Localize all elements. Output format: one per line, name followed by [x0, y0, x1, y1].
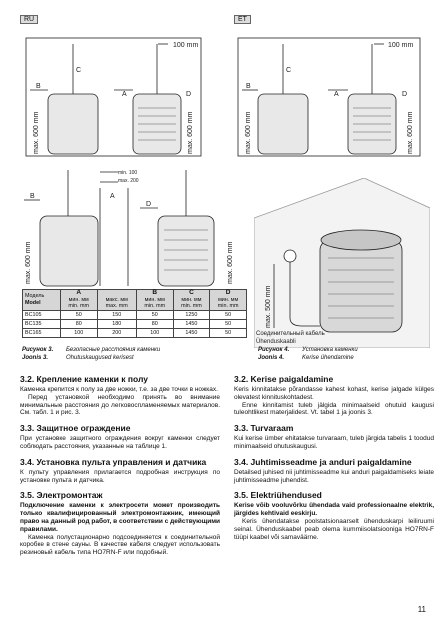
table-header-cell: A мин. мм min. mm — [60, 290, 97, 311]
table-cell: BC165 — [23, 328, 61, 337]
clearance-top-right-label: 100 mm — [388, 42, 414, 49]
table-cell: 50 — [210, 328, 247, 337]
table-row — [23, 319, 247, 328]
figure4-caption — [258, 346, 358, 362]
section-3-3-title: 3.3. Защитное ограждение — [20, 423, 131, 434]
table-cell: 1450 — [173, 319, 210, 328]
table-cell: BC135 — [23, 319, 61, 328]
paragraph: Keris ühendatakse poolstatsionaarselt ühenduskarpi leiliruumi seinal. Ühenduskaabel peab olema kummiisolatsiooniga HO7RN-F tüüpi kaabel või samaväärne. — [234, 517, 434, 541]
table-cell: 80 — [136, 319, 173, 328]
section-3-4-title: 3.4. Juhtimisseadme ja anduri paigaldamine — [234, 456, 412, 467]
paragraph: Kui kerise ümber ehitatakse turvaraam, tuleb järgida tabelis 1 toodud minimaalseid ohutuskaugusi. — [234, 435, 434, 450]
column-ru — [20, 368, 220, 557]
table-cell: BC105 — [23, 310, 61, 319]
max-height-label-1: max. 600 mm — [33, 111, 40, 154]
dim-a-label-2: A — [334, 91, 339, 98]
clearance-diagram-bottom — [18, 160, 250, 288]
paragraph: Подключение каменки к электросети может производить только квалифицированный электромонтажник, имеющий право на данный род работ, в соответствии с действующими правилами. — [20, 502, 220, 533]
table-header-cell: макс. мм max. mm — [97, 290, 136, 311]
section-3-5-title: 3.5. Elektriühendused — [234, 490, 322, 501]
max-height-label-6: max. 600 mm — [227, 241, 234, 284]
caption-key: Рисунок 3. — [22, 347, 54, 353]
caption-text: Безопасные расстояния каменки — [66, 347, 161, 353]
table-cell: 1250 — [173, 310, 210, 319]
cable-label-ru: Соединительный кабель — [256, 331, 325, 337]
table-body — [23, 310, 247, 337]
section-3-2-title: 3.2. Крепление каменки к полу — [20, 374, 148, 384]
table-row — [23, 310, 247, 319]
dim-c-label-2: C — [286, 67, 292, 74]
dim-c-label: C — [76, 67, 82, 74]
dim-b-label-2: B — [246, 83, 251, 90]
table-cell: 180 — [97, 319, 136, 328]
paragraph: Enne kinnitamist tuleb jälgida minimaalseid ohutuid kaugusi tuleohtlikest materjalidest. Vt. tabel 1 ja joonis 3. — [234, 401, 434, 417]
table-cell: 50 — [210, 310, 247, 319]
cable-label-et: Ühenduskaabli — [256, 339, 296, 345]
table-header-cell: Модель Model — [23, 290, 61, 311]
table-header-cell: B мин. мм min. mm — [136, 290, 173, 311]
section-3-3-title: 3.3. Turvaraam — [234, 423, 294, 434]
clearance-top-label: 100 mm — [173, 42, 199, 49]
clearance-min-label: min. 100 — [118, 170, 138, 176]
table-cell: 200 — [97, 328, 136, 337]
paragraph: Перед установкой необходимо принять во внимание минимальные расстояния до легковоспламеняемых материалов. См. табл. 1 и рис. 3. — [20, 393, 220, 417]
dim-b-label-3: B — [30, 193, 35, 200]
paragraph: Каменка полустационарно подсоединяется к соединительной коробке в стене сауны. В качестве кабеля следует использовать резиновый кабель типа HO7RN-F или подобный. — [20, 533, 220, 557]
caption-key: Joonis 4. — [258, 355, 285, 361]
table-cell: 80 — [60, 319, 97, 328]
table-cell: 50 — [136, 310, 173, 319]
table-cell: 1450 — [173, 328, 210, 337]
lang-tag-et: ET — [234, 15, 251, 24]
table-cell: 100 — [60, 328, 97, 337]
paragraph: Каменка крепится к полу за две ножки, т.е. за две точки в ножках. — [20, 386, 218, 393]
caption-text: Kerise ühendamine — [302, 355, 354, 361]
clearance-table — [22, 289, 247, 338]
figure3-caption — [22, 346, 160, 362]
paragraph: Keris kinnitatakse põrandasse kahest kohast, kerise jalgade külges olevatest kinnituskohtadest. — [234, 386, 434, 401]
section-3-2-title: 3.2. Kerise paigaldamine — [234, 374, 334, 384]
table-header-cell: D мин. мм min. mm — [210, 290, 247, 311]
table-cell: 100 — [136, 328, 173, 337]
max-height-label-fig4: max. 500 mm — [265, 285, 272, 328]
paragraph: К пульту управления прилагается подробная инструкция по установке пульта и датчика. — [20, 468, 220, 484]
table-cell: 150 — [97, 310, 136, 319]
clearance-diagram-top — [18, 30, 428, 160]
table-header-cell: C мин. мм min. mm — [173, 290, 210, 311]
caption-text: Ohutuskaugused kerisest — [66, 355, 134, 361]
column-et — [234, 368, 434, 541]
installation-diagram — [254, 178, 430, 348]
max-height-label-5: max. 600 mm — [25, 241, 32, 284]
max-height-label-2: max. 600 mm — [187, 111, 194, 154]
dim-a-label: A — [122, 91, 127, 98]
clearance-max-label: max. 200 — [118, 178, 139, 184]
dim-a-label-3: A — [110, 193, 115, 200]
section-3-4-title: 3.4. Установка пульта управления и датчика — [20, 456, 207, 467]
dim-d-label: D — [186, 91, 192, 98]
paragraph: При установке защитного ограждения вокруг каменки следует соблюдать расстояния, указанные на таблице 1. — [20, 435, 220, 450]
max-height-label-4: max. 600 mm — [407, 111, 414, 154]
dim-d-label-3: D — [146, 201, 152, 208]
dim-d-label-2: D — [402, 91, 408, 98]
table-row — [23, 328, 247, 337]
caption-key: Рисунок 4. — [258, 347, 290, 353]
paragraph: Detailsed juhised nii juhtimisseadme kui anduri paigaldamiseks leiate juhtimisseadme juhendist. — [234, 468, 434, 484]
caption-text: Установка каменки — [302, 347, 358, 353]
table-cell: 50 — [60, 310, 97, 319]
page-number: 11 — [417, 605, 426, 614]
lang-tag-ru: RU — [20, 15, 38, 24]
table-cell: 50 — [210, 319, 247, 328]
caption-key: Joonis 3. — [22, 355, 49, 361]
table-header-row — [23, 290, 247, 311]
max-height-label-3: max. 600 mm — [245, 111, 252, 154]
section-3-5-title: 3.5. Электромонтаж — [20, 490, 103, 501]
dim-b-label: B — [36, 83, 41, 90]
paragraph: Kerise võib vooluvõrku ühendada vaid professionaalne elektrik, järgides kehtivaid eeskirju. — [234, 502, 434, 518]
